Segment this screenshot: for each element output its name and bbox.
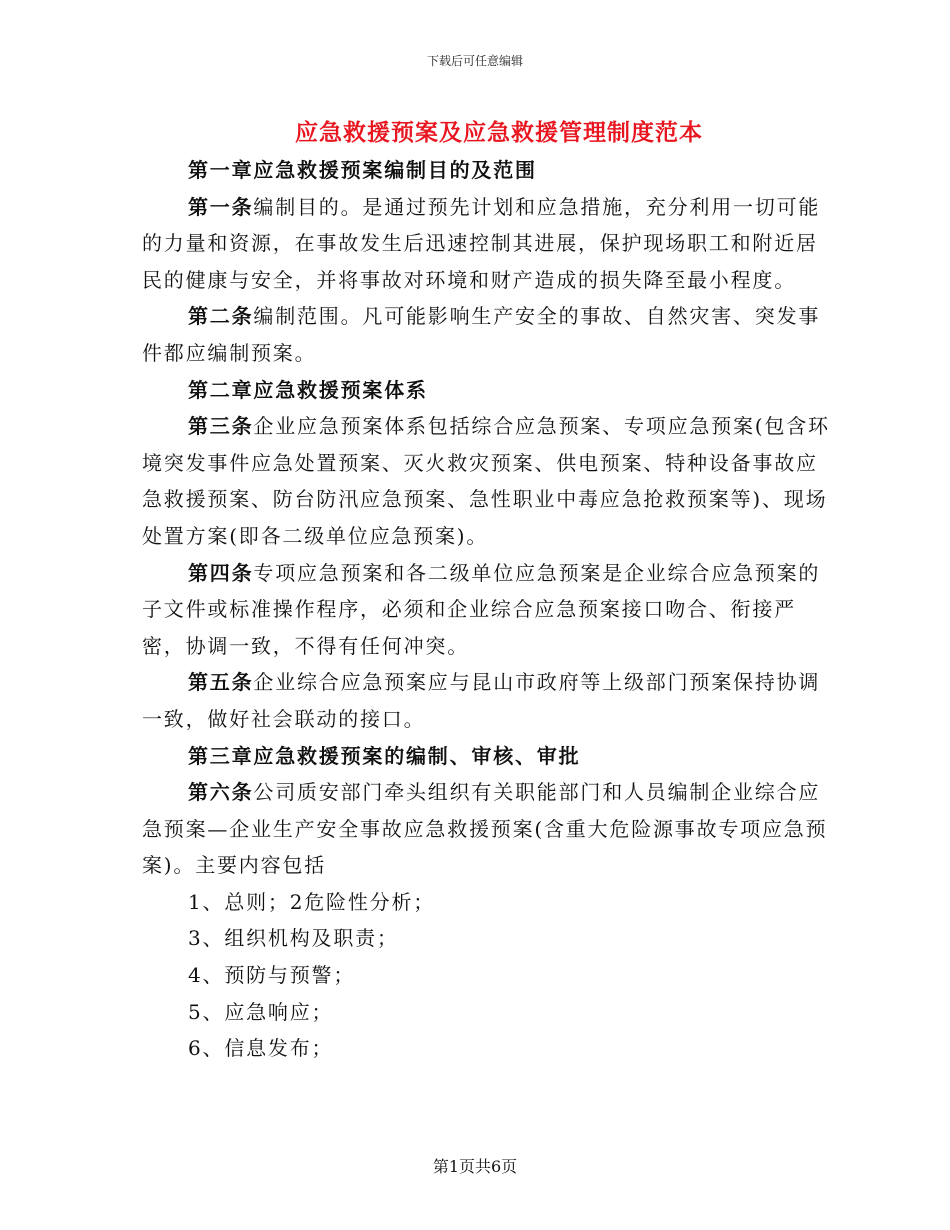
list-item: 1、总则；2危险性分析； [188,889,436,914]
list-item: 4、预防与预警； [188,963,356,988]
document-title: 应急救援预案及应急救援管理制度范本 [295,119,703,146]
article-5-text: 企业综合应急预案应与昆山市政府等上级部门预案保持协调一致，做好社会联动的接口。 [142,670,821,731]
chapter-1-heading: 第一章应急救援预案编制目的及范围 [188,158,537,182]
chapter-2-heading: 第二章应急救援预案体系 [188,377,428,402]
document-body [142,152,832,1067]
article-1-text: 编制目的。是通过预先计划和应急措施，充分利用一切可能的力量和资源，在事故发生后迅速控制其进展，保护现场职工和附近居民的健康与安全，并将事故对环境和财产造成的损失降至最小程度。 [142,194,821,292]
article-4-text: 专项应急预案和各二级单位应急预案是企业综合应急预案的子文件或标准操作程序，必须和企业综合应急预案接口吻合、衔接严密，协调一致，不得有任何冲突。 [142,560,821,658]
article-3-text: 企业应急预案体系包括综合应急预案、专项应急预案(包含环境突发事件应急处置预案、灭火救灾预案、供电预案、特种设备事故应急救援预案、防台防汛应急预案、急性职业中毒应急抢救预案等)、现场处置方案(即各二级单位应急预案)。 [142,414,830,548]
article-3-label: 第三条 [188,414,254,439]
list-item: 5、应急响应； [188,999,334,1024]
article-2-text: 编制范围。凡可能影响生产安全的事故、自然灾害、突发事件都应编制预案。 [142,304,821,365]
article-4-label: 第四条 [188,560,254,585]
list-item: 3、组织机构及职责； [188,926,399,951]
list-item: 6、信息发布； [188,1036,334,1061]
article-1 [142,189,832,299]
article-2 [142,298,832,371]
article-5 [142,664,832,737]
article-2-label: 第二条 [188,304,254,329]
article-6-label: 第六条 [188,780,254,805]
article-1-label: 第一条 [188,194,254,219]
article-6 [142,774,832,884]
article-6-text: 公司质安部门牵头组织有关职能部门和人员编制企业综合应急预案—企业生产安全事故应急救援预案(含重大危险源事故专项应急预案)。主要内容包括 [142,780,828,878]
article-4 [142,555,832,665]
header-note: 下载后可任意编辑 [426,54,523,68]
article-3 [142,408,832,554]
chapter-3-heading: 第三章应急救援预案的编制、审核、审批 [188,743,581,768]
page-number: 第1页共6页 [432,1157,518,1176]
article-5-label: 第五条 [188,670,254,695]
